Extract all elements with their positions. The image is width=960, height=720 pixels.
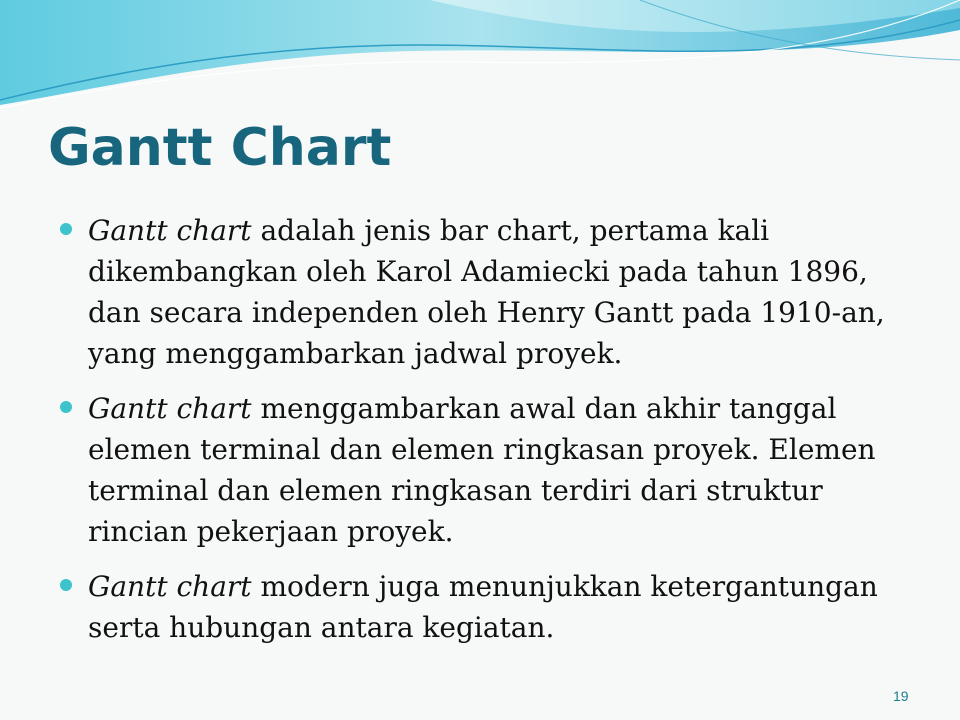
bullet-list <box>60 210 920 662</box>
bullet-text: modern juga menunjukkan ketergantungan serta hubungan antara kegiatan. <box>88 570 878 644</box>
bullet-text: menggambarkan awal dan akhir tanggal elemen terminal dan elemen ringkasan proyek. Elemen terminal dan elemen ringkasan terdiri dari struktur rincian pekerjaan proyek. <box>88 392 876 548</box>
header-wave-decoration <box>0 0 960 120</box>
bullet-item <box>60 566 920 648</box>
slide-title: Gantt Chart <box>48 118 392 178</box>
bullet-term: Gantt chart <box>88 570 252 603</box>
bullet-item <box>60 388 920 552</box>
bullet-dot-icon <box>60 579 72 591</box>
bullet-term: Gantt chart <box>88 392 252 425</box>
bullet-dot-icon <box>60 223 72 235</box>
bullet-term: Gantt chart <box>88 214 252 247</box>
page-number: 19 <box>893 688 909 704</box>
bullet-text: adalah jenis bar chart, pertama kali dikembangkan oleh Karol Adamiecki pada tahun 1896, dan secara independen oleh Henry Gantt pada 1910-an, yang menggambarkan jadwal proyek. <box>88 214 885 370</box>
bullet-dot-icon <box>60 401 72 413</box>
bullet-item <box>60 210 920 374</box>
